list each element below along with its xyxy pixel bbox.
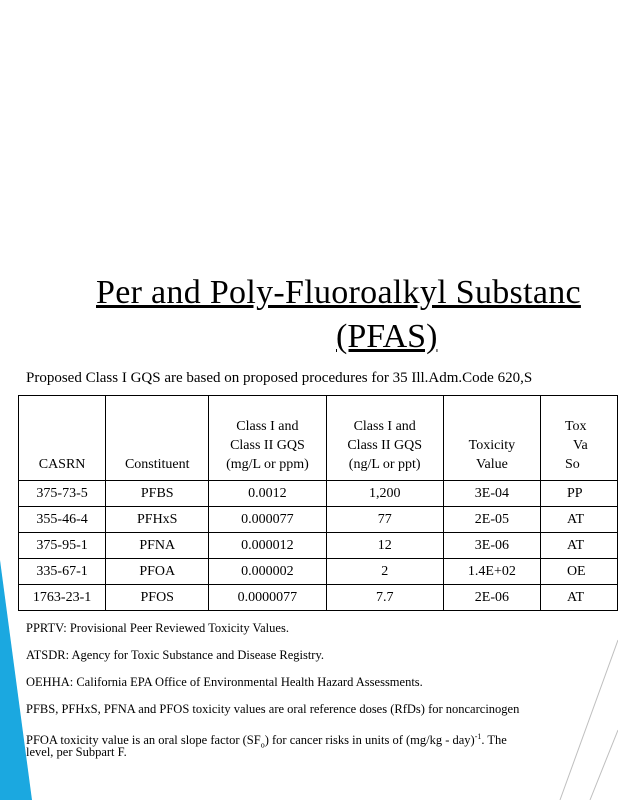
header-source-line3: So [564, 457, 580, 472]
footnote-pfoa-part1: PFOA toxicity value is an oral slope factor (SF [26, 733, 261, 748]
cell-constituent: PFOS [106, 585, 209, 611]
header-casrn: CASRN [19, 396, 106, 481]
table-row [19, 585, 618, 611]
header-gqs-mg-line1: Class I and [236, 419, 299, 434]
header-toxicity-line1: Toxicity [468, 438, 516, 453]
table-row [19, 507, 618, 533]
cell-gqs-mg: 0.000002 [209, 559, 326, 585]
header-toxicity-value [443, 396, 540, 481]
table-row [19, 559, 618, 585]
table-row [19, 533, 618, 559]
cell-gqs-ng: 12 [326, 533, 443, 559]
footnote-pfoa-part3: . The [481, 733, 507, 748]
cell-toxicity-source: AT [540, 533, 617, 559]
cell-casrn: 335-67-1 [19, 559, 106, 585]
cell-gqs-mg: 0.0012 [209, 481, 326, 507]
cell-constituent: PFBS [106, 481, 209, 507]
table-header-row [19, 396, 618, 481]
cell-gqs-ng: 1,200 [326, 481, 443, 507]
cell-constituent: PFNA [106, 533, 209, 559]
cell-toxicity-value: 3E-04 [443, 481, 540, 507]
footnote-reference-doses: PFBS, PFHxS, PFNA and PFOS toxicity values are oral reference doses (RfDs) for noncarcinogen [26, 702, 520, 716]
header-source-line1: Tox [564, 419, 587, 434]
cell-constituent: PFHxS [106, 507, 209, 533]
cell-gqs-ng: 7.7 [326, 585, 443, 611]
footnote-pfoa-part2: ) for cancer risks in units of (mg/kg - day) [264, 733, 475, 748]
cell-gqs-ng: 2 [326, 559, 443, 585]
cell-gqs-ng: 77 [326, 507, 443, 533]
footnote-oehha: OEHHA: California EPA Office of Environmental Health Hazard Assessments. [26, 675, 423, 689]
cell-gqs-mg: 0.000012 [209, 533, 326, 559]
footnote-atsdr: ATSDR: Agency for Toxic Substance and Disease Registry. [26, 648, 325, 662]
header-constituent: Constituent [106, 396, 209, 481]
cell-constituent: PFOA [106, 559, 209, 585]
cell-casrn: 1763-23-1 [19, 585, 106, 611]
cell-casrn: 375-95-1 [19, 533, 106, 559]
slide-subtitle: Proposed Class I GQS are based on proposed procedures for 35 Ill.Adm.Code 620,S [26, 370, 533, 386]
cell-toxicity-source: PP [540, 481, 617, 507]
header-gqs-ng-line2: Class II GQS [347, 438, 423, 453]
cell-toxicity-value: 3E-06 [443, 533, 540, 559]
header-gqs-ng-line1: Class I and [353, 419, 416, 434]
cell-toxicity-value: 1.4E+02 [443, 559, 540, 585]
header-source-line2: Va [572, 438, 588, 453]
header-toxicity-source [540, 396, 617, 481]
cell-casrn: 375-73-5 [19, 481, 106, 507]
slide-title-line2: (PFAS) [336, 318, 438, 355]
header-gqs-ng [326, 396, 443, 481]
cell-toxicity-source: AT [540, 585, 617, 611]
header-gqs-ng-line3: (ng/L or ppt) [348, 457, 421, 472]
header-toxicity-line2: Value [475, 457, 508, 472]
cell-toxicity-source: OE [540, 559, 617, 585]
cell-toxicity-source: AT [540, 507, 617, 533]
footnote-pfoa-subscript: o [260, 740, 265, 750]
pfas-table [18, 395, 618, 611]
header-gqs-mg [209, 396, 326, 481]
header-gqs-mg-line2: Class II GQS [230, 438, 305, 453]
cell-gqs-mg: 0.0000077 [209, 585, 326, 611]
cell-gqs-mg: 0.000077 [209, 507, 326, 533]
header-gqs-mg-line3: (mg/L or ppm) [226, 457, 309, 472]
footnote-pfoa-superscript: -1 [474, 732, 482, 741]
slide-title-line1: Per and Poly-Fluoroalkyl Substanc [96, 274, 581, 311]
cell-casrn: 355-46-4 [19, 507, 106, 533]
footnote-pprtv: PPRTV: Provisional Peer Reviewed Toxicity Values. [26, 621, 289, 635]
table-row [19, 481, 618, 507]
cell-toxicity-value: 2E-05 [443, 507, 540, 533]
footnote-pfoa-line2: level, per Subpart F. [26, 745, 127, 759]
cell-toxicity-value: 2E-06 [443, 585, 540, 611]
